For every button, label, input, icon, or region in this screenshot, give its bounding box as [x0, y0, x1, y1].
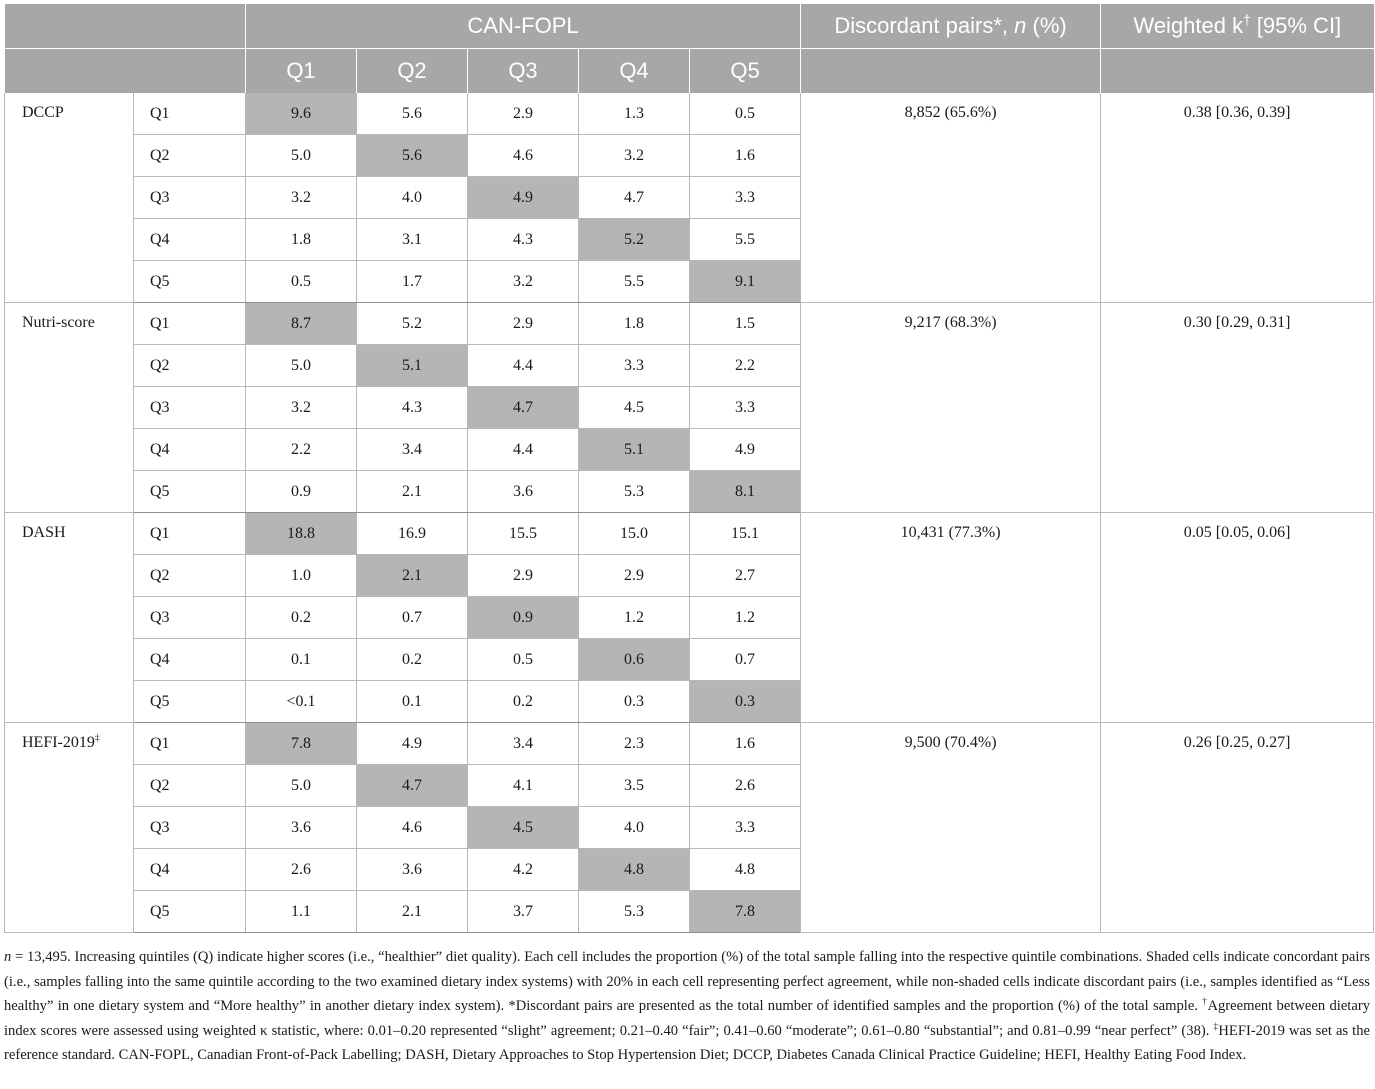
discordant-cell: 3.2 — [246, 177, 357, 219]
concordant-cell: 4.7 — [468, 387, 579, 429]
discordant-cell: 3.6 — [468, 471, 579, 513]
agreement-table — [4, 4, 1374, 933]
index-name: HEFI-2019 — [22, 734, 95, 751]
discordant-cell: 2.9 — [579, 555, 690, 597]
discordant-cell: 5.3 — [579, 891, 690, 933]
discordant-cell: 5.2 — [357, 303, 468, 345]
concordant-cell: 4.9 — [468, 177, 579, 219]
discordant-cell: 2.1 — [357, 891, 468, 933]
concordant-cell: 8.7 — [246, 303, 357, 345]
row-quintile-label: Q2 — [134, 555, 246, 597]
header-discordant-pairs: Discordant pairs*, n (%) — [801, 4, 1101, 49]
discordant-cell: 3.2 — [579, 135, 690, 177]
row-quintile-label: Q5 — [134, 891, 246, 933]
concordant-cell: 0.3 — [690, 681, 801, 723]
discordant-cell: <0.1 — [246, 681, 357, 723]
discordant-cell: 0.5 — [246, 261, 357, 303]
row-quintile-label: Q4 — [134, 429, 246, 471]
table-wrapper — [4, 4, 1370, 1068]
discordant-cell: 0.7 — [690, 639, 801, 681]
discordant-cell: 0.9 — [246, 471, 357, 513]
header-q5: Q5 — [690, 49, 801, 94]
weighted-kappa-value: 0.26 [0.25, 0.27] — [1101, 723, 1374, 933]
discordant-cell: 5.0 — [246, 345, 357, 387]
concordant-cell: 4.8 — [579, 849, 690, 891]
discordant-cell: 1.8 — [246, 219, 357, 261]
concordant-cell: 18.8 — [246, 513, 357, 555]
discordant-cell: 3.5 — [579, 765, 690, 807]
discordant-cell: 3.3 — [690, 807, 801, 849]
index-name-cell — [5, 93, 134, 303]
weighted-kappa-value: 0.38 [0.36, 0.39] — [1101, 93, 1374, 303]
discordant-cell: 16.9 — [357, 513, 468, 555]
discordant-cell: 4.6 — [357, 807, 468, 849]
discordant-pairs-value: 9,500 (70.4%) — [801, 723, 1101, 933]
row-quintile-label: Q4 — [134, 219, 246, 261]
discordant-cell: 0.7 — [357, 597, 468, 639]
row-quintile-label: Q1 — [134, 303, 246, 345]
concordant-cell: 4.5 — [468, 807, 579, 849]
row-quintile-label: Q5 — [134, 261, 246, 303]
concordant-cell: 5.6 — [357, 135, 468, 177]
discordant-cell: 1.5 — [690, 303, 801, 345]
discordant-cell: 0.5 — [468, 639, 579, 681]
discordant-cell: 5.6 — [357, 93, 468, 135]
header-q1: Q1 — [246, 49, 357, 94]
discordant-cell: 3.1 — [357, 219, 468, 261]
discordant-cell: 4.6 — [468, 135, 579, 177]
index-name: DCCP — [22, 104, 64, 121]
discordant-cell: 2.6 — [246, 849, 357, 891]
discordant-cell: 1.6 — [690, 135, 801, 177]
row-quintile-label: Q4 — [134, 639, 246, 681]
concordant-cell: 5.1 — [579, 429, 690, 471]
row-quintile-label: Q1 — [134, 723, 246, 765]
row-quintile-label: Q3 — [134, 387, 246, 429]
discordant-cell: 2.9 — [468, 555, 579, 597]
discordant-cell: 4.4 — [468, 345, 579, 387]
table-row — [5, 723, 1374, 765]
concordant-cell: 5.1 — [357, 345, 468, 387]
discordant-cell: 3.4 — [468, 723, 579, 765]
discordant-cell: 3.6 — [246, 807, 357, 849]
discordant-cell: 1.8 — [579, 303, 690, 345]
discordant-cell: 15.0 — [579, 513, 690, 555]
concordant-cell: 8.1 — [690, 471, 801, 513]
row-quintile-label: Q1 — [134, 513, 246, 555]
row-quintile-label: Q3 — [134, 807, 246, 849]
row-quintile-label: Q5 — [134, 471, 246, 513]
discordant-cell: 4.3 — [468, 219, 579, 261]
header-kappa-empty — [1101, 49, 1374, 94]
row-quintile-label: Q2 — [134, 765, 246, 807]
discordant-cell: 0.5 — [690, 93, 801, 135]
discordant-cell: 4.8 — [690, 849, 801, 891]
discordant-cell: 5.0 — [246, 765, 357, 807]
discordant-cell: 3.3 — [690, 387, 801, 429]
discordant-cell: 4.7 — [579, 177, 690, 219]
index-name-cell — [5, 303, 134, 513]
discordant-cell: 2.9 — [468, 93, 579, 135]
header-empty-cell-2 — [5, 49, 246, 94]
discordant-cell: 1.2 — [690, 597, 801, 639]
discordant-cell: 3.2 — [468, 261, 579, 303]
table-body — [5, 93, 1374, 933]
discordant-cell: 4.3 — [357, 387, 468, 429]
discordant-cell: 4.5 — [579, 387, 690, 429]
weighted-kappa-value: 0.30 [0.29, 0.31] — [1101, 303, 1374, 513]
discordant-cell: 0.2 — [357, 639, 468, 681]
header-q2: Q2 — [357, 49, 468, 94]
discordant-cell: 5.0 — [246, 135, 357, 177]
concordant-cell: 5.2 — [579, 219, 690, 261]
weighted-kappa-value: 0.05 [0.05, 0.06] — [1101, 513, 1374, 723]
header-empty-cell — [5, 4, 246, 49]
concordant-cell: 4.7 — [357, 765, 468, 807]
header-q4: Q4 — [579, 49, 690, 94]
discordant-cell: 5.5 — [579, 261, 690, 303]
discordant-cell: 2.9 — [468, 303, 579, 345]
row-quintile-label: Q2 — [134, 345, 246, 387]
concordant-cell: 7.8 — [246, 723, 357, 765]
discordant-cell: 2.2 — [246, 429, 357, 471]
discordant-cell: 3.3 — [690, 177, 801, 219]
concordant-cell: 0.9 — [468, 597, 579, 639]
index-name: Nutri-score — [22, 314, 95, 331]
discordant-cell: 1.2 — [579, 597, 690, 639]
row-quintile-label: Q3 — [134, 177, 246, 219]
table-footnote: n = 13,495. Increasing quintiles (Q) indicate higher scores (i.e., “healthier” diet quality). Each cell includes the proportion (%) of the total sample falling into the respective quintile combinations. Shaded cells indicate concordant pairs (i.e., samples falling into the same quintile according to the two examined dietary index systems) with 20% in each cell representing perfect agreement, while non-shaded cells indicate discordant pairs (i.e., samples identified as “Less healthy” in one dietary system and “More healthy” in another dietary index system). *Discordant pairs are presented as the total number of identified samples and the proportion (%) of the total sample. †Agreement between dietary index scores were assessed using weighted κ statistic, where: 0.01–0.20 represented “slight” agreement; 0.21–0.40 “fair”; 0.41–0.60 “moderate”; 0.61–0.80 “substantial”; and 0.81–0.99 “near perfect” (38). ‡HEFI-2019 was set as the reference standard. CAN-FOPL, Canadian Front-of-Pack Labelling; DASH, Dietary Approaches to Stop Hypertension Diet; DCCP, Diabetes Canada Clinical Practice Guideline; HEFI, Healthy Eating Food Index. — [4, 949, 1370, 1064]
index-footnote-mark: ‡ — [94, 732, 100, 744]
table-row — [5, 93, 1374, 135]
discordant-cell: 1.1 — [246, 891, 357, 933]
table-row — [5, 513, 1374, 555]
row-quintile-label: Q3 — [134, 597, 246, 639]
concordant-cell: 9.1 — [690, 261, 801, 303]
row-quintile-label: Q4 — [134, 849, 246, 891]
discordant-cell: 2.3 — [579, 723, 690, 765]
discordant-pairs-value: 10,431 (77.3%) — [801, 513, 1101, 723]
concordant-cell: 0.6 — [579, 639, 690, 681]
discordant-cell: 4.2 — [468, 849, 579, 891]
discordant-cell: 3.4 — [357, 429, 468, 471]
discordant-cell: 0.1 — [246, 639, 357, 681]
discordant-cell: 1.3 — [579, 93, 690, 135]
discordant-cell: 4.1 — [468, 765, 579, 807]
discordant-cell: 2.1 — [357, 471, 468, 513]
discordant-cell: 5.3 — [579, 471, 690, 513]
header-q3: Q3 — [468, 49, 579, 94]
discordant-cell: 0.1 — [357, 681, 468, 723]
discordant-cell: 3.7 — [468, 891, 579, 933]
header-discordant-empty — [801, 49, 1101, 94]
index-name-cell — [5, 513, 134, 723]
discordant-cell: 4.4 — [468, 429, 579, 471]
discordant-cell: 4.0 — [579, 807, 690, 849]
concordant-cell: 9.6 — [246, 93, 357, 135]
discordant-cell: 5.5 — [690, 219, 801, 261]
discordant-cell: 1.0 — [246, 555, 357, 597]
header-can-fopl: CAN-FOPL — [246, 4, 801, 49]
discordant-cell: 0.3 — [579, 681, 690, 723]
discordant-cell: 0.2 — [468, 681, 579, 723]
row-quintile-label: Q5 — [134, 681, 246, 723]
table-row — [5, 303, 1374, 345]
discordant-cell: 2.2 — [690, 345, 801, 387]
discordant-pairs-value: 9,217 (68.3%) — [801, 303, 1101, 513]
discordant-pairs-value: 8,852 (65.6%) — [801, 93, 1101, 303]
concordant-cell: 7.8 — [690, 891, 801, 933]
discordant-cell: 1.7 — [357, 261, 468, 303]
row-quintile-label: Q1 — [134, 93, 246, 135]
concordant-cell: 2.1 — [357, 555, 468, 597]
discordant-cell: 4.9 — [357, 723, 468, 765]
row-quintile-label: Q2 — [134, 135, 246, 177]
discordant-cell: 4.9 — [690, 429, 801, 471]
discordant-cell: 15.1 — [690, 513, 801, 555]
discordant-cell: 1.6 — [690, 723, 801, 765]
table-header — [5, 4, 1374, 93]
discordant-cell: 3.3 — [579, 345, 690, 387]
discordant-cell: 2.7 — [690, 555, 801, 597]
index-name-cell — [5, 723, 134, 933]
discordant-cell: 2.6 — [690, 765, 801, 807]
discordant-cell: 15.5 — [468, 513, 579, 555]
discordant-cell: 4.0 — [357, 177, 468, 219]
discordant-cell: 3.6 — [357, 849, 468, 891]
discordant-cell: 0.2 — [246, 597, 357, 639]
discordant-cell: 3.2 — [246, 387, 357, 429]
index-name: DASH — [22, 524, 66, 541]
header-weighted-kappa: Weighted k† [95% CI] — [1101, 4, 1374, 49]
